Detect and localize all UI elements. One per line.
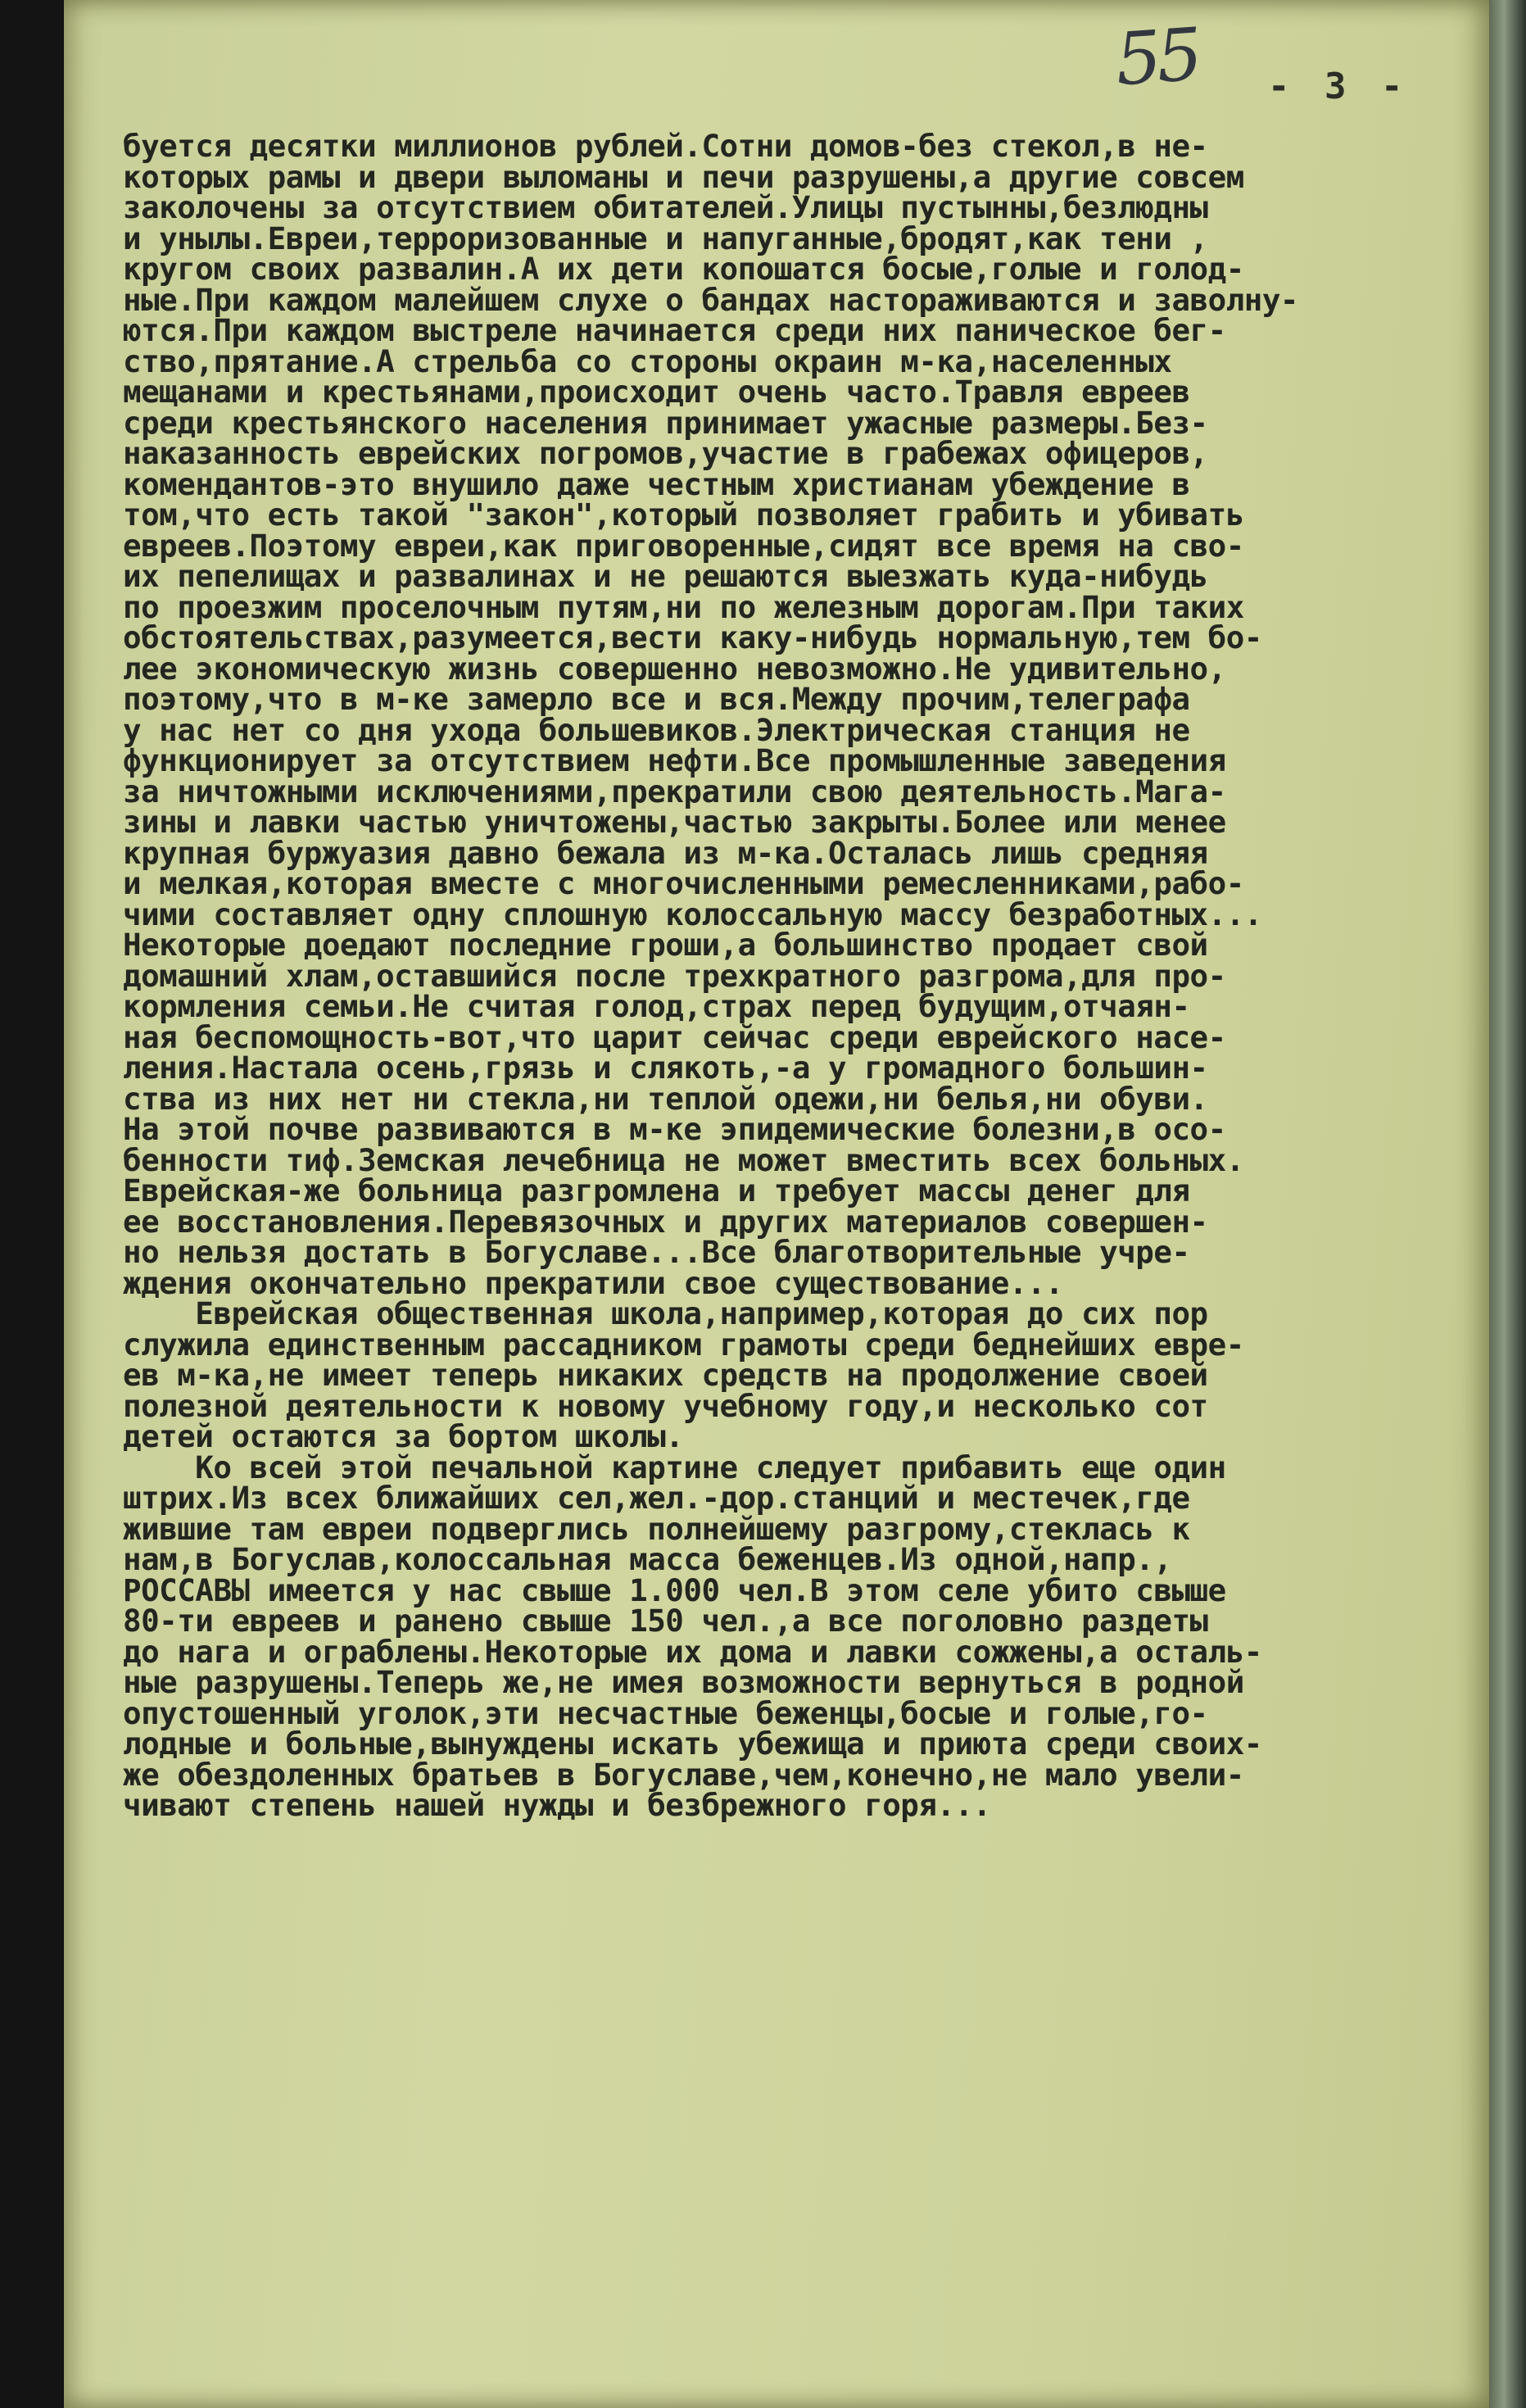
text-line: среди крестьянского населения принимает ужасные размеры.Без-: [123, 404, 1208, 441]
text-line: нам,в Богуслав,колоссальная масса беженцев.Из одной,напр.,: [123, 1541, 1172, 1577]
text-line: обстоятельствах,разумеется,вести каку-нибудь нормальную,тем бо-: [123, 619, 1262, 655]
text-line: домашний хлам,оставшийся после трехкратного разгрома,для про-: [123, 957, 1226, 994]
text-line: чивают степень нашей нужды и безбрежного горя...: [123, 1787, 991, 1823]
typewritten-body: [123, 128, 1425, 1823]
text-line: штрих.Из всех ближайших сел,жел.-дор.станций и местечек,где: [123, 1480, 1190, 1516]
text-line: и мелкая,которая вместе с многочисленными ремесленниками,рабо-: [123, 865, 1244, 901]
text-line: лее экономическую жизнь совершенно невозможно.Не удивительно,: [123, 650, 1226, 687]
text-line: детей остаются за бортом школы.: [123, 1418, 684, 1454]
text-line: ев м-ка,не имеет теперь никаких средств на продолжение своей: [123, 1357, 1208, 1393]
text-line: евреев.Поэтому евреи,как приговоренные,сидят все время на сво-: [123, 527, 1244, 564]
text-line: поэтому,что в м-ке замерло все и вся.Между прочим,телеграфа: [123, 681, 1190, 717]
text-line: ства из них нет ни стекла,ни теплой одежи,ни белья,ни обуви.: [123, 1080, 1208, 1117]
text-line: до нага и ограблены.Некоторые их дома и лавки сожжены,а осталь-: [123, 1633, 1262, 1670]
text-line: по проезжим проселочным путям,ни по железным дорогам.При таких: [123, 588, 1244, 625]
text-line: мещанами и крестьянами,происходит очень часто.Травля евреев: [123, 374, 1190, 410]
page-number: - 3 -: [1268, 66, 1410, 107]
text-line: у нас нет со дня ухода большевиков.Электрическая станция не: [123, 711, 1190, 748]
text-line: опустошенный уголок,эти несчастные беженцы,босые и голые,го-: [123, 1694, 1208, 1731]
text-line: ство,прятание.А стрельба со стороны окраин м-ка,населенных: [123, 342, 1172, 379]
text-line: ее восстановления.Перевязочных и других материалов совершен-: [123, 1203, 1208, 1240]
text-line: комендантов-это внушило даже честным христианам убеждение в: [123, 465, 1190, 502]
text-line: Еврейская-же больница разгромлена и требует массы денег для: [123, 1172, 1190, 1209]
text-line: буется десятки миллионов рублей.Сотни домов-без стекол,в не-: [123, 128, 1208, 164]
text-line: На этой почве развиваются в м-ке эпидемические болезни,в осо-: [123, 1111, 1226, 1147]
text-line: функционирует за отсутствием нефти.Все промышленные заведения: [123, 742, 1226, 778]
archive-folio-number: 55: [1112, 11, 1201, 102]
text-line: том,что есть такой "закон",который позволяет грабить и убивать: [123, 497, 1244, 533]
page-edge-shadow: [1489, 0, 1526, 2408]
text-line: Некоторые доедают последние гроши,а большинство продает свой: [123, 927, 1208, 963]
text-line: наказанность еврейских погромов,участие в грабежах офицеров,: [123, 435, 1208, 471]
text-line: ждения окончательно прекратили свое существование...: [123, 1264, 1063, 1301]
text-line: крупная буржуазия давно бежала из м-ка.Осталась лишь средняя: [123, 834, 1208, 871]
text-line: кругом своих развалин.А их дети копошатся босые,голые и голод-: [123, 251, 1244, 287]
text-line: РОССАВЫ имеется у нас свыше 1.000 чел.В этом селе убито свыше: [123, 1571, 1226, 1608]
text-line: которых рамы и двери выломаны и печи разрушены,а другие совсем: [123, 158, 1244, 195]
text-line: бенности тиф.Земская лечебница не может вместить всех больных.: [123, 1141, 1244, 1178]
text-line: служила единственным рассадником грамоты среди беднейших евре-: [123, 1326, 1244, 1363]
text-line: ные разрушены.Теперь же,не имея возможности вернуться в родной: [123, 1664, 1244, 1700]
text-line: Еврейская общественная школа,например,которая до сих пор: [123, 1295, 1208, 1331]
text-line: их пепелищах и развалинах и не решаются выезжать куда-нибудь: [123, 558, 1208, 594]
text-line: но нельзя достать в Богуславе...Все благотворительные учре-: [123, 1234, 1190, 1270]
text-line: зины и лавки частью уничтожены,частью закрыты.Более или менее: [123, 804, 1226, 840]
text-line: заколочены за отсутствием обитателей.Улицы пустынны,безлюдны: [123, 189, 1208, 225]
text-line: ются.При каждом выстреле начинается среди них паническое бег-: [123, 312, 1226, 348]
text-line: ная беспомощность-вот,что царит сейчас среди еврейского насе-: [123, 1018, 1226, 1055]
text-line: жившие там евреи подверглись полнейшему разгрому,стеклась к: [123, 1510, 1190, 1547]
text-line: Ко всей этой печальной картине следует прибавить еще один: [123, 1449, 1226, 1485]
text-line: полезной деятельности к новому учебному году,и несколько сот: [123, 1387, 1208, 1424]
text-line: 80-ти евреев и ранено свыше 150 чел.,а все поголовно раздеты: [123, 1603, 1208, 1639]
text-line: ные.При каждом малейшем слухе о бандах настораживаются и заволну-: [123, 281, 1298, 318]
text-line: кормления семьи.Не считая голод,страх перед будущим,отчаян-: [123, 988, 1190, 1024]
text-line: чими составляет одну сплошную колоссальную массу безработных...: [123, 896, 1262, 932]
text-line: за ничтожными исключениями,прекратили свою деятельность.Мага-: [123, 773, 1226, 809]
text-line: же обездоленных братьев в Богуславе,чем,конечно,не мало увели-: [123, 1756, 1244, 1793]
text-line: ления.Настала осень,грязь и слякоть,-а у громадного большин-: [123, 1050, 1208, 1086]
text-line: лодные и больные,вынуждены искать убежища и приюта среди своих-: [123, 1726, 1262, 1762]
text-line: и унылы.Евреи,терроризованные и напуганные,бродят,как тени ,: [123, 220, 1208, 256]
